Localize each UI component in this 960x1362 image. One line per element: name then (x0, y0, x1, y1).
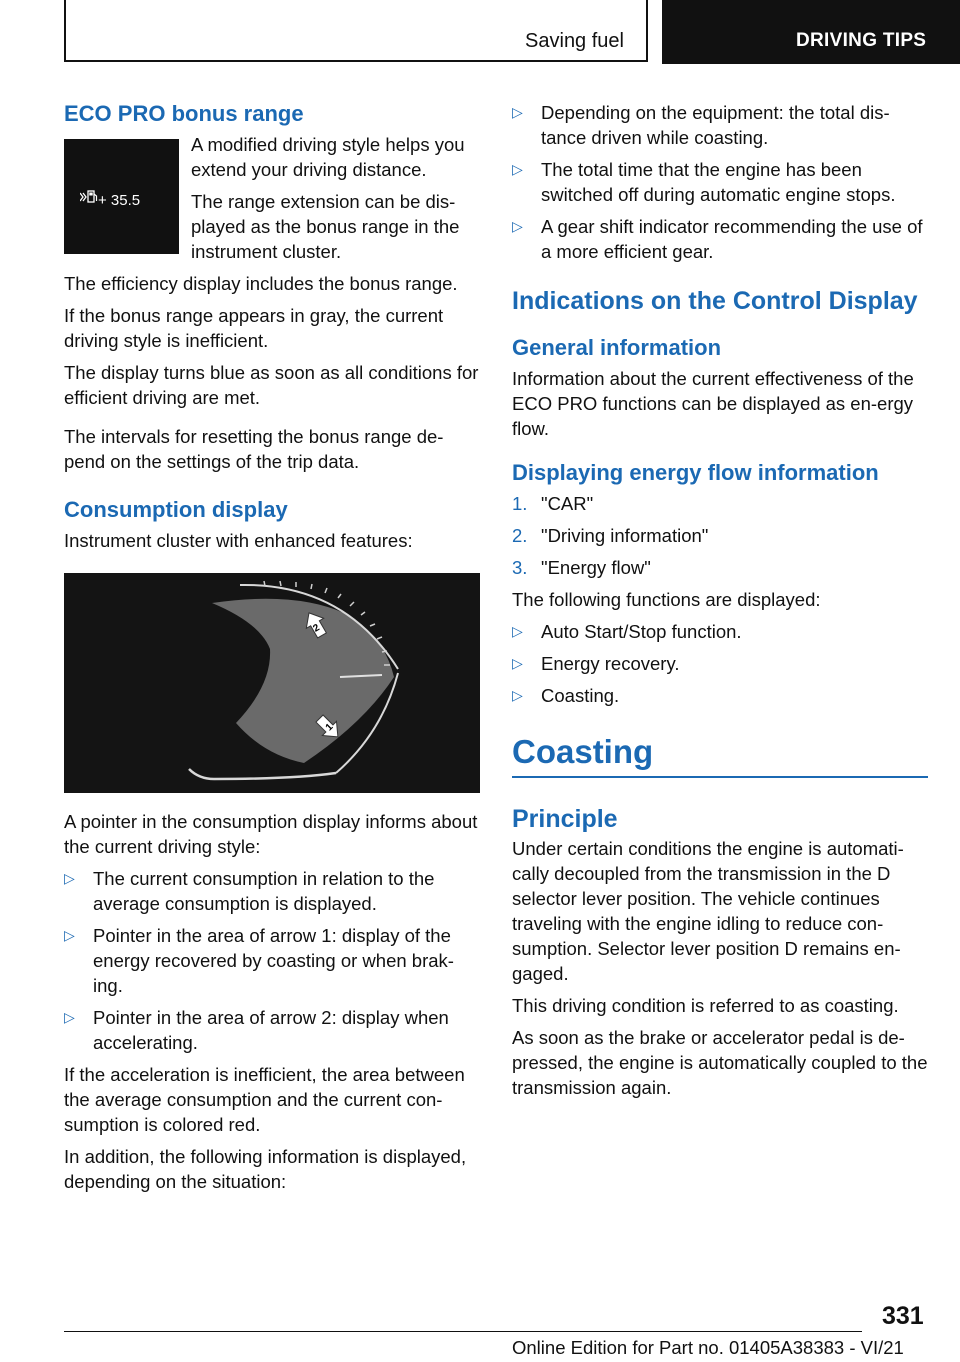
eco-paragraph-1: A modified driving style helps you extend your driving distance. (191, 134, 465, 180)
fuel-pump-arrow-icon (80, 190, 98, 204)
acceleration-paragraph: If the acceleration is inefficient, the area between the average consumption and the current con-sumption is colored red. (64, 1064, 465, 1135)
list-item: ▷ Energy recovery. (512, 653, 680, 674)
eco-paragraph-3: The efficiency display includes the bonus range. (64, 273, 458, 294)
list-item: 1. "CAR" (512, 493, 594, 514)
energy-flow-heading: Displaying energy flow information (512, 460, 879, 485)
triangle-bullet-icon: ▷ (64, 1009, 75, 1025)
addition-paragraph: In addition, the following information is displayed, depending on the situation: (64, 1146, 467, 1192)
general-paragraph: Information about the current effectiveness of the ECO PRO functions can be displayed as en-ergy flow. (512, 368, 914, 439)
principle-paragraph-2: This driving condition is referred to as coasting. (512, 995, 899, 1016)
eco-paragraph-6: The intervals for resetting the bonus range de-pend on the settings of the trip data. (64, 426, 444, 472)
triangle-bullet-icon: ▷ (64, 870, 75, 886)
principle-paragraph-3: As soon as the brake or accelerator pedal is de-pressed, the engine is automatically coupled to the transmission again. (512, 1027, 928, 1098)
principle-paragraph-1: Under certain conditions the engine is automati-cally decoupled from the transmission in the D selector lever position. The vehicle continues traveling with the engine idling to reduce con-sumption. Selector lever position D remains en-gaged. (512, 838, 904, 984)
list-item: ▷ Coasting. (512, 685, 620, 706)
triangle-bullet-icon: ▷ (512, 218, 523, 234)
triangle-bullet-icon: ▷ (512, 161, 523, 177)
header-chapter-tab (662, 0, 960, 64)
triangle-bullet-icon: ▷ (512, 687, 523, 703)
list-item: 2. "Driving information" (512, 525, 709, 546)
instrument-cluster-image (64, 573, 480, 793)
indications-heading: Indications on the Control Display (512, 287, 918, 315)
energy-flow-steps (512, 491, 928, 580)
bonus-range-value: + 35.5 (98, 192, 141, 209)
list-item: ▷ Pointer in the area of arrow 2: display when accelerating. (64, 1007, 449, 1053)
arrow-1-label: 1 (323, 721, 336, 734)
consumption-intro: Instrument cluster with enhanced features: (64, 530, 413, 551)
coasting-info-bullet-list (512, 100, 928, 264)
arrow-2-label: 2 (311, 622, 322, 635)
eco-paragraph-2: The range extension can be dis-played as the bonus range in the instrument cluster. (191, 191, 460, 262)
functions-bullet-list (512, 619, 928, 708)
principle-heading: Principle (512, 805, 618, 833)
bonus-range-display-image (64, 139, 179, 254)
eco-pro-bonus-range-heading: ECO PRO bonus range (64, 101, 304, 126)
footer-divider (64, 1331, 862, 1332)
consumption-display-heading: Consumption display (64, 497, 288, 522)
triangle-bullet-icon: ▷ (512, 623, 523, 639)
footer-edition: Online Edition for Part no. 01405A38383 - VI/21 (512, 1337, 904, 1358)
triangle-bullet-icon: ▷ (512, 655, 523, 671)
list-item: ▷ The total time that the engine has been switched off during automatic engine stops. (512, 159, 896, 205)
pointer-intro: A pointer in the consumption display informs about the current driving style: (64, 811, 478, 857)
list-item: ▷ Auto Start/Stop function. (512, 621, 742, 642)
list-item: ▷ Pointer in the area of arrow 1: display of the energy recovered by coasting or when brak-ing. (64, 925, 454, 996)
left-column (64, 100, 480, 1201)
pointer-bullet-list (64, 866, 480, 1055)
eco-paragraph-4: If the bonus range appears in gray, the current driving style is inefficient. (64, 305, 444, 351)
header-section-title: Saving fuel (525, 30, 624, 52)
list-item: ▷ A gear shift indicator recommending the use of a more efficient gear. (512, 216, 923, 262)
page-number: 331 (882, 1302, 924, 1330)
header-frame (64, 0, 648, 62)
list-item: 3. "Energy flow" (512, 557, 651, 578)
general-information-heading: General information (512, 335, 722, 360)
list-item: ▷ The current consumption in relation to the average consumption is displayed. (64, 868, 435, 914)
triangle-bullet-icon: ▷ (64, 927, 75, 943)
coasting-heading: Coasting (512, 732, 928, 778)
eco-paragraph-5: The display turns blue as soon as all conditions for efficient driving are met. (64, 362, 479, 408)
functions-intro: The following functions are displayed: (512, 589, 821, 610)
triangle-bullet-icon: ▷ (512, 104, 523, 120)
right-column (512, 100, 928, 1107)
header-chapter-title: DRIVING TIPS (796, 30, 927, 51)
list-item: ▷ Depending on the equipment: the total dis-tance driven while coasting. (512, 102, 890, 148)
